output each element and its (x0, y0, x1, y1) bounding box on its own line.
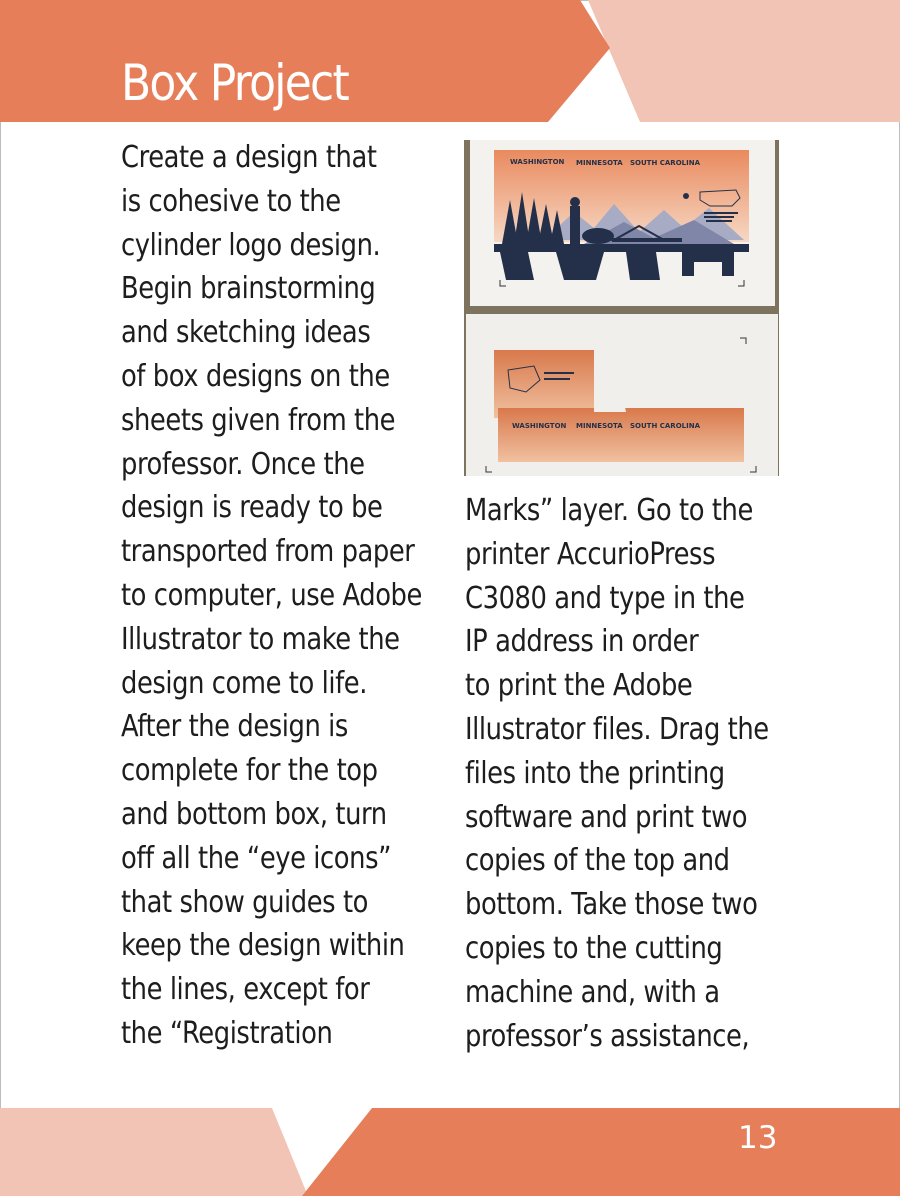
text-line: cylinder logo design. (121, 227, 381, 263)
text-line: that show guides to (121, 884, 369, 920)
text-line: Illustrator to make the (121, 621, 400, 657)
text-line: is cohesive to the (121, 183, 341, 219)
text-line: After the design is (121, 709, 348, 745)
body-text-left-column (121, 136, 471, 1056)
text-line: copies to the cutting (465, 930, 723, 966)
text-line: to print the Adobe (465, 668, 693, 704)
text-line: IP address in order (465, 624, 699, 660)
text-line: copies of the top and (465, 843, 730, 879)
text-line: printer AccurioPress (465, 536, 716, 572)
text-line: to computer, use Adobe (121, 577, 422, 613)
body-text-right-column (465, 489, 818, 1058)
bottom-sheet-label: WASHINGTON (512, 422, 567, 430)
page-number: 13 (738, 1120, 778, 1156)
box-template-photo (464, 140, 779, 476)
page-title: Box Project (121, 54, 348, 112)
text-line: and sketching ideas (121, 315, 371, 351)
text-line: Begin brainstorming (121, 271, 376, 307)
text-line: complete for the top (121, 753, 378, 789)
text-line: C3080 and type in the (465, 580, 745, 616)
text-line: design is ready to be (121, 490, 383, 526)
text-line: transported from paper (121, 534, 415, 570)
text-line: Marks” layer. Go to the (465, 493, 753, 528)
top-sheet-label: SOUTH CAROLINA (630, 159, 700, 167)
printed-box-template-photo-icon (464, 140, 779, 476)
text-line: design come to life. (121, 665, 367, 701)
text-line: Illustrator files. Drag the (465, 711, 769, 747)
text-line: bottom. Take those two (465, 887, 758, 923)
text-line: software and print two (465, 799, 748, 835)
top-sheet-label: MINNESOTA (576, 159, 623, 167)
text-line: of box designs on the (121, 358, 390, 394)
text-line: machine and, with a (465, 974, 720, 1010)
text-line: files into the printing (465, 755, 725, 791)
text-line: the “Registration (121, 1015, 333, 1051)
text-line: Create a design that (121, 140, 377, 175)
header-light-shape (588, 0, 900, 122)
bottom-sheet-label: MINNESOTA (576, 422, 623, 430)
bottom-sheet-label: SOUTH CAROLINA (630, 422, 700, 430)
text-line: and bottom box, turn (121, 796, 387, 832)
text-line: professor. Once the (121, 446, 365, 482)
text-line: professor’s assistance, (465, 1018, 750, 1054)
footer-accent-shape (302, 1108, 900, 1196)
footer-light-shape (0, 1108, 308, 1196)
text-line: keep the design within (121, 928, 405, 964)
text-line: sheets given from the (121, 402, 396, 438)
top-sheet-label: WASHINGTON (510, 158, 565, 166)
text-line: off all the “eye icons” (121, 840, 392, 876)
text-line: the lines, except for (121, 972, 370, 1008)
